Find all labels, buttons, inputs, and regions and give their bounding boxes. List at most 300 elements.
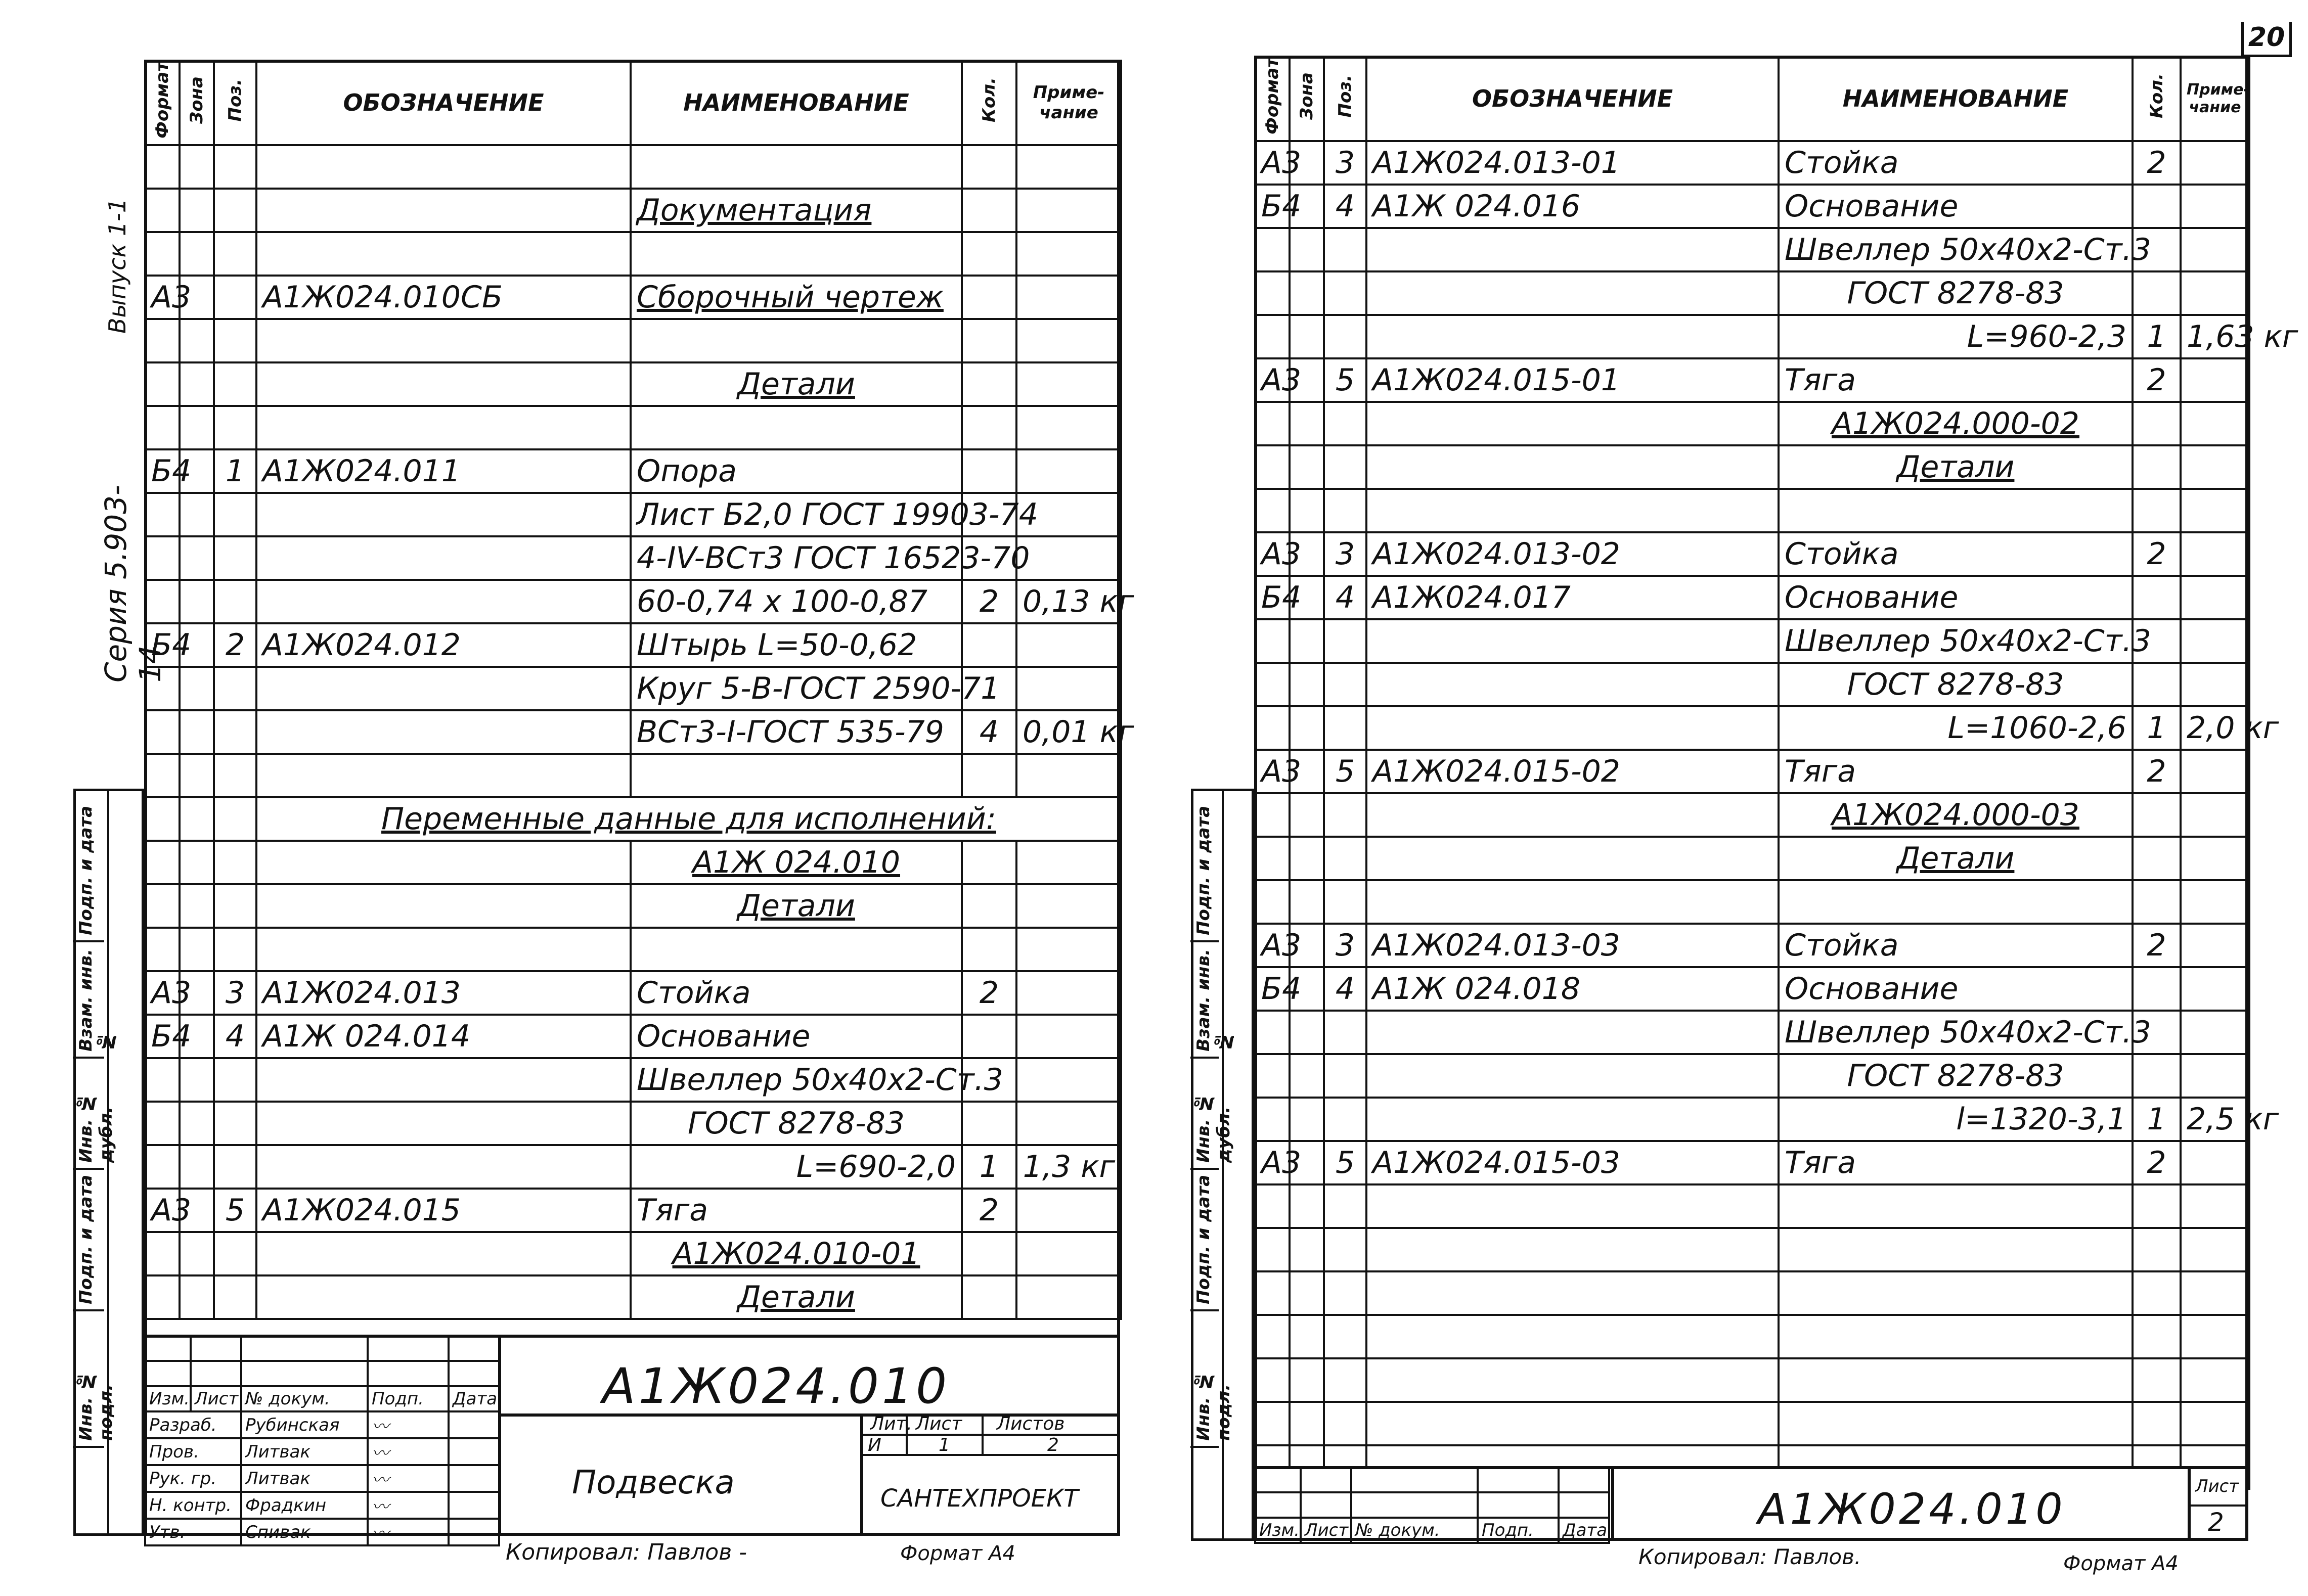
table-row: [1255, 1054, 2249, 1098]
lit-value: И: [868, 1435, 881, 1455]
stamp-cell: Подп.: [368, 1386, 449, 1411]
signature: 〰: [368, 1519, 449, 1545]
qty-cell: 2: [2133, 924, 2181, 967]
left-stamp-grid: [144, 1335, 500, 1546]
stamp-person: Рубинская: [241, 1411, 368, 1438]
format-cell: Б4: [1255, 967, 1290, 1011]
table-row: [1255, 271, 2249, 315]
table-row: [1255, 837, 2249, 880]
designation-cell: [256, 841, 631, 884]
qty-cell: 1: [2133, 706, 2181, 750]
zone-cell: [180, 493, 214, 536]
qty-cell: 2: [2133, 1141, 2181, 1184]
stamp-role: Разраб.: [145, 1411, 241, 1438]
sheets-label: Листов: [997, 1413, 1065, 1434]
name-cell: А1Ж 024.010: [631, 841, 962, 884]
col-note: Приме-чание: [1016, 61, 1121, 145]
table-row: [1255, 706, 2249, 750]
zone-cell: [180, 1275, 214, 1319]
pos-cell: [214, 406, 256, 449]
left-spec-table: [144, 60, 1134, 1320]
name-cell: 60-0,74 x 100-0,87: [631, 580, 962, 623]
zone-cell: [1290, 706, 1324, 750]
designation-cell: [1366, 619, 1779, 663]
col-pos: Поз.: [214, 61, 256, 145]
format-cell: А3: [1255, 1141, 1290, 1184]
name-cell: Детали: [631, 884, 962, 928]
name-cell: Лист Б2,0 ГОСТ 19903-74: [631, 493, 962, 536]
margin-divider: [1190, 1057, 1219, 1059]
col-format: Формат: [145, 61, 180, 145]
pos-cell: [214, 1232, 256, 1275]
lit-label: Лит.: [870, 1413, 912, 1434]
qty-cell: [962, 1102, 1016, 1145]
name-cell: Основание: [1779, 967, 2133, 1011]
name-cell: [1779, 1184, 2133, 1228]
format-cell: [1255, 489, 1290, 532]
margin-stamp-label: Взам. инв. №: [76, 949, 116, 1052]
table-row: [145, 667, 1121, 710]
qty-cell: [962, 1015, 1016, 1058]
designation-cell: [1366, 445, 1779, 489]
designation-cell: А1Ж 024.018: [1366, 967, 1779, 1011]
pos-cell: [1324, 1054, 1366, 1098]
format-cell: [145, 797, 180, 841]
table-row: [145, 1275, 1121, 1319]
qty-cell: 2: [962, 1189, 1016, 1232]
note-cell: [1016, 536, 1121, 580]
name-cell: Стойка: [631, 971, 962, 1015]
qty-cell: 1: [2133, 315, 2181, 358]
format-cell: Б4: [145, 449, 180, 493]
margin-divider: [73, 1309, 104, 1311]
format-cell: А3: [1255, 532, 1290, 576]
designation-cell: А1Ж024.013-03: [1366, 924, 1779, 967]
format-cell: Б4: [145, 623, 180, 667]
pos-cell: 4: [1324, 185, 1366, 228]
sheets-value: 2: [1047, 1435, 1059, 1455]
designation-cell: [256, 493, 631, 536]
designation-cell: [256, 1145, 631, 1189]
table-row: [1255, 880, 2249, 924]
stamp-cell: [1559, 1492, 1609, 1518]
stamp-cell: Лист: [1301, 1518, 1351, 1543]
table-row: [145, 710, 1121, 754]
designation-cell: А1Ж024.015-01: [1366, 358, 1779, 402]
pos-cell: [214, 1058, 256, 1102]
designation-cell: [1366, 315, 1779, 358]
name-cell: Стойка: [1779, 141, 2133, 185]
stamp-row: [145, 1386, 499, 1411]
format-cell: А3: [145, 1189, 180, 1232]
note-cell: [2181, 1184, 2249, 1228]
designation-cell: [256, 362, 631, 406]
pos-cell: [1324, 1271, 1366, 1315]
stamp-row: [1255, 1492, 1609, 1518]
stamp-cell: Подп.: [1478, 1518, 1559, 1543]
qty-cell: [962, 145, 1016, 189]
format-cell: Б4: [145, 1015, 180, 1058]
right-stamp-grid: [1254, 1466, 1610, 1544]
name-cell: Тяга: [631, 1189, 962, 1232]
col-name: НАИМЕНОВАНИЕ: [631, 61, 962, 145]
note-cell: 0,13 кг: [1016, 580, 1121, 623]
stamp-role: Пров.: [145, 1438, 241, 1465]
qty-cell: [2133, 1315, 2181, 1358]
stamp-cell: [191, 1361, 241, 1386]
pos-cell: [1324, 1011, 1366, 1054]
left-designation: А1Ж024.010: [602, 1358, 950, 1415]
note-cell: [2181, 837, 2249, 880]
note-cell: [1016, 276, 1121, 319]
stamp-cell: [1255, 1467, 1301, 1492]
stamp-role: Рук. гр.: [145, 1465, 241, 1492]
table-row: [1255, 185, 2249, 228]
stamp-person: Фрадкин: [241, 1492, 368, 1519]
table-row: [145, 623, 1121, 667]
name-cell: [631, 145, 962, 189]
table-row: [145, 841, 1121, 884]
table-row: [145, 189, 1121, 232]
table-row: [1255, 750, 2249, 793]
name-cell: Детали: [631, 1275, 962, 1319]
name-cell: Круг 5-В-ГОСТ 2590-71: [631, 667, 962, 710]
format-cell: [145, 319, 180, 362]
name-cell: Швеллер 50x40x2-Ст.3: [1779, 1011, 2133, 1054]
designation-cell: [1366, 663, 1779, 706]
table-row: [145, 1058, 1121, 1102]
table-row: [145, 406, 1121, 449]
note-cell: [1016, 1015, 1121, 1058]
designation-cell: А1Ж024.015: [256, 1189, 631, 1232]
stamp-cell: [449, 1465, 499, 1492]
margin-stamp-label: Инв. № дубл.: [76, 1092, 116, 1163]
format-cell: [145, 1102, 180, 1145]
pos-cell: [1324, 1184, 1366, 1228]
pos-cell: [214, 189, 256, 232]
format-cell: [1255, 315, 1290, 358]
qty-cell: [2133, 1228, 2181, 1271]
margin-divider: [1190, 1446, 1219, 1448]
zone-cell: [1290, 1315, 1324, 1358]
note-cell: [2181, 967, 2249, 1011]
stamp-role: Н. контр.: [145, 1492, 241, 1519]
pos-cell: [214, 232, 256, 276]
pos-cell: 4: [214, 1015, 256, 1058]
designation-cell: [1366, 1358, 1779, 1402]
sheet-value: 1: [939, 1435, 950, 1455]
qty-cell: [962, 1232, 1016, 1275]
qty-cell: [2133, 576, 2181, 619]
designation-cell: [1366, 1098, 1779, 1141]
designation-cell: [1366, 1402, 1779, 1445]
margin-stamp-label: Подп. и дата: [1193, 805, 1214, 935]
pos-cell: [1324, 315, 1366, 358]
name-cell: Детали: [1779, 837, 2133, 880]
format-cell: [1255, 1011, 1290, 1054]
name-cell: ВСт3-I-ГОСТ 535-79: [631, 710, 962, 754]
note-cell: [2181, 793, 2249, 837]
right-sheet-value: 2: [2208, 1508, 2224, 1537]
qty-cell: [2133, 402, 2181, 445]
seria-label: Серия 5.903-14: [99, 485, 167, 682]
pos-cell: [214, 319, 256, 362]
qty-cell: [2133, 1054, 2181, 1098]
stamp-cell: Дата: [449, 1386, 499, 1411]
pos-cell: [1324, 271, 1366, 315]
qty-cell: [962, 449, 1016, 493]
format-cell: Б4: [1255, 576, 1290, 619]
name-cell: Документация: [631, 189, 962, 232]
pos-cell: [214, 797, 256, 841]
stamp-cell: [241, 1336, 368, 1361]
table-row: [1255, 1011, 2249, 1054]
qty-cell: [2133, 1271, 2181, 1315]
note-cell: [1016, 1102, 1121, 1145]
qty-cell: [962, 406, 1016, 449]
name-cell: Штырь L=50-0,62: [631, 623, 962, 667]
pos-cell: [214, 710, 256, 754]
margin-divider: [1190, 1309, 1219, 1311]
stamp-row: [145, 1519, 499, 1545]
name-cell: [631, 406, 962, 449]
margin-stamp-label: Подп. и дата: [76, 805, 96, 935]
note-cell: [2181, 1271, 2249, 1315]
table-row: [1255, 402, 2249, 445]
margin-stamp-label: Инв. № подл.: [1193, 1371, 1234, 1441]
qty-cell: 4: [962, 710, 1016, 754]
pos-cell: [214, 276, 256, 319]
note-cell: [2181, 489, 2249, 532]
col-qty: Кол.: [962, 61, 1016, 145]
stamp-row: [1255, 1467, 1609, 1492]
name-cell: [631, 754, 962, 797]
pos-cell: [1324, 1315, 1366, 1358]
format-cell: [1255, 1358, 1290, 1402]
zone-cell: [180, 710, 214, 754]
zone-cell: [1290, 445, 1324, 489]
table-row: [1255, 924, 2249, 967]
page-number: 20: [2241, 22, 2292, 57]
sheet-label: Лист: [916, 1413, 962, 1434]
format-cell: [1255, 619, 1290, 663]
zone-cell: [1290, 228, 1324, 271]
name-cell: ГОСТ 8278-83: [1779, 663, 2133, 706]
designation-cell: [256, 710, 631, 754]
table-row: [1255, 619, 2249, 663]
note-cell: [2181, 271, 2249, 315]
zone-cell: [180, 319, 214, 362]
stamp-cell: Лист: [191, 1386, 241, 1411]
format-cell: [145, 667, 180, 710]
name-cell: [1779, 1271, 2133, 1315]
stamp-cell: Изм.: [1255, 1518, 1301, 1543]
stamp-person: Спивак: [241, 1519, 368, 1545]
name-cell: Стойка: [1779, 924, 2133, 967]
pos-cell: 2: [214, 623, 256, 667]
stamp-cell: [1255, 1492, 1301, 1518]
pos-cell: [1324, 402, 1366, 445]
format-cell: [145, 928, 180, 971]
format-cell: [145, 536, 180, 580]
note-cell: [2181, 228, 2249, 271]
qty-cell: [2133, 271, 2181, 315]
table-row: [1255, 1141, 2249, 1184]
stamp-row: [145, 1411, 499, 1438]
note-cell: [1016, 928, 1121, 971]
name-cell: Швеллер 50x40x2-Ст.3: [631, 1058, 962, 1102]
table-row: [145, 928, 1121, 971]
designation-cell: [1366, 489, 1779, 532]
table-row: [1255, 967, 2249, 1011]
stamp-cell: [1478, 1492, 1559, 1518]
name-cell: Швеллер 50x40x2-Ст.3: [1779, 228, 2133, 271]
name-cell: Детали: [631, 362, 962, 406]
table-row: [145, 319, 1121, 362]
name-cell: Детали: [1779, 445, 2133, 489]
pos-cell: [1324, 837, 1366, 880]
designation-cell: [1366, 228, 1779, 271]
note-cell: [2181, 1315, 2249, 1358]
format-cell: Б4: [1255, 185, 1290, 228]
table-row: [1255, 793, 2249, 837]
signature: 〰: [368, 1465, 449, 1492]
format-cell: [145, 1275, 180, 1319]
pos-cell: 4: [1324, 967, 1366, 1011]
stamp-person: Литвак: [241, 1438, 368, 1465]
name-cell: l=1320-3,1: [1779, 1098, 2133, 1141]
name-cell: Основание: [631, 1015, 962, 1058]
note-cell: 2,0 кг: [2181, 706, 2249, 750]
stamp-cell: Изм.: [145, 1386, 191, 1411]
pos-cell: [1324, 880, 1366, 924]
note-cell: [2181, 880, 2249, 924]
qty-cell: [962, 1275, 1016, 1319]
stamp-cell: [191, 1336, 241, 1361]
name-cell: L=690-2,0: [631, 1145, 962, 1189]
qty-cell: [2133, 663, 2181, 706]
name-cell: 4-IV-ВСт3 ГОСТ 16523-70: [631, 536, 962, 580]
designation-cell: А1Ж024.017: [1366, 576, 1779, 619]
table-row: [1255, 576, 2249, 619]
pos-cell: [214, 928, 256, 971]
note-cell: [1016, 1275, 1121, 1319]
format-cell: [1255, 271, 1290, 315]
name-cell: [1779, 880, 2133, 924]
col-pos: Поз.: [1324, 57, 1366, 141]
pos-cell: [1324, 1098, 1366, 1141]
note-cell: [2181, 402, 2249, 445]
pos-cell: 3: [1324, 532, 1366, 576]
designation-cell: А1Ж024.010СБ: [256, 276, 631, 319]
pos-cell: [214, 362, 256, 406]
table-row: [1255, 1271, 2249, 1315]
margin-stamp-label: Подп. и дата: [76, 1174, 96, 1304]
name-cell: А1Ж024.000-02: [1779, 402, 2133, 445]
zone-cell: [1290, 619, 1324, 663]
zone-cell: [180, 841, 214, 884]
stamp-cell: [449, 1411, 499, 1438]
right-copied: Копировал: Павлов.: [1638, 1544, 1861, 1569]
table-row: [1255, 1098, 2249, 1141]
zone-cell: [180, 1232, 214, 1275]
zone-cell: [180, 1058, 214, 1102]
pos-cell: [1324, 706, 1366, 750]
table-row: [145, 493, 1121, 536]
qty-cell: [962, 884, 1016, 928]
pos-cell: [214, 1275, 256, 1319]
qty-cell: 2: [2133, 141, 2181, 185]
qty-cell: [962, 319, 1016, 362]
stamp-cell: Дата: [1559, 1518, 1609, 1543]
pos-cell: [1324, 1402, 1366, 1445]
name-cell: А1Ж024.000-03: [1779, 793, 2133, 837]
name-cell: Опора: [631, 449, 962, 493]
stamp-cell: [449, 1336, 499, 1361]
note-cell: [2181, 141, 2249, 185]
qty-cell: [2133, 185, 2181, 228]
qty-cell: 2: [962, 971, 1016, 1015]
pos-cell: [214, 754, 256, 797]
qty-cell: [2133, 837, 2181, 880]
note-cell: [1016, 971, 1121, 1015]
name-cell: [1779, 1358, 2133, 1402]
table-row: [1255, 1315, 2249, 1358]
designation-cell: [256, 1275, 631, 1319]
table-row: [145, 276, 1121, 319]
right-spec-table: [1254, 56, 2298, 1490]
name-cell: Швеллер 50x40x2-Ст.3: [1779, 619, 2133, 663]
table-row: [1255, 1184, 2249, 1228]
qty-cell: [962, 754, 1016, 797]
qty-cell: 1: [2133, 1098, 2181, 1141]
format-cell: [145, 710, 180, 754]
margin-stamp-label: Инв. № дубл.: [1193, 1092, 1234, 1163]
stamp-cell: [241, 1361, 368, 1386]
zone-cell: [180, 754, 214, 797]
zone-cell: [1290, 271, 1324, 315]
format-cell: [145, 1232, 180, 1275]
format-cell: [1255, 1184, 1290, 1228]
table-row: [1255, 358, 2249, 402]
qty-cell: 2: [2133, 358, 2181, 402]
zone-cell: [1290, 402, 1324, 445]
designation-cell: [256, 145, 631, 189]
note-cell: [2181, 1054, 2249, 1098]
zone-cell: [180, 797, 214, 841]
table-row: [145, 1102, 1121, 1145]
right-designation: А1Ж024.010: [1758, 1484, 2066, 1534]
pos-cell: [214, 580, 256, 623]
zone-cell: [180, 667, 214, 710]
zone-cell: [180, 145, 214, 189]
margin-divider: [73, 1446, 104, 1448]
pos-cell: [214, 1145, 256, 1189]
pos-cell: 5: [1324, 1141, 1366, 1184]
format-cell: [145, 1058, 180, 1102]
designation-cell: [1366, 271, 1779, 315]
stamp-cell: [1301, 1492, 1351, 1518]
zone-cell: [180, 232, 214, 276]
name-cell: ГОСТ 8278-83: [1779, 271, 2133, 315]
zone-cell: [1290, 663, 1324, 706]
note-cell: [2181, 358, 2249, 402]
col-designation: ОБОЗНАЧЕНИЕ: [256, 61, 631, 145]
pos-cell: [214, 884, 256, 928]
designation-cell: А1Ж024.013-01: [1366, 141, 1779, 185]
zone-cell: [1290, 1184, 1324, 1228]
pos-cell: [1324, 228, 1366, 271]
